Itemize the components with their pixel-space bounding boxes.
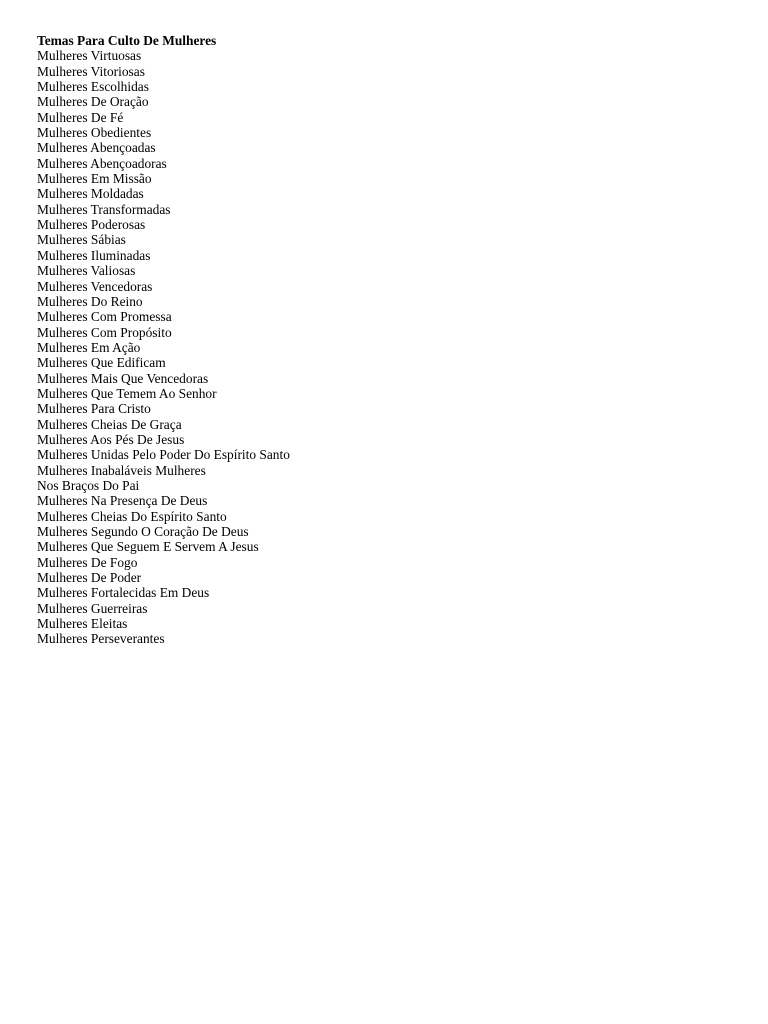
list-item: Mulheres Que Seguem E Servem A Jesus xyxy=(37,539,259,555)
list-item: Mulheres Escolhidas xyxy=(37,79,149,95)
list-item: Mulheres Com Promessa xyxy=(37,309,172,325)
list-item: Mulheres Vencedoras xyxy=(37,278,153,294)
document-page xyxy=(37,33,737,647)
list-item: Mulheres Que Edificam xyxy=(37,355,166,371)
list-item: Mulheres Guerreiras xyxy=(37,600,148,616)
list-item: Mulheres Cheias De Graça xyxy=(37,416,182,432)
list-item: Mulheres Virtuosas xyxy=(37,48,142,64)
list-item: Mulheres Vitoriosas xyxy=(37,63,145,79)
list-item: Mulheres De Fé xyxy=(37,109,124,125)
list-item: Mulheres Aos Pés De Jesus xyxy=(37,431,185,447)
list-item: Mulheres Moldadas xyxy=(37,186,144,202)
theme-list xyxy=(37,48,737,646)
list-item: Mulheres Para Cristo xyxy=(37,401,151,417)
list-item: Mulheres Em Missão xyxy=(37,171,152,187)
list-item: Mulheres Do Reino xyxy=(37,293,143,309)
list-item: Mulheres Mais Que Vencedoras xyxy=(37,370,209,386)
list-item: Mulheres De Poder xyxy=(37,570,142,586)
list-item: Mulheres Valiosas xyxy=(37,263,136,279)
list-item: Mulheres Unidas Pelo Poder Do Espírito Santo xyxy=(37,447,290,463)
list-item: Mulheres Perseverantes xyxy=(37,631,165,647)
list-item: Mulheres Abençoadoras xyxy=(37,155,167,171)
list-item: Mulheres Obedientes xyxy=(37,125,152,141)
list-item: Mulheres Transformadas xyxy=(37,201,171,217)
list-item: Mulheres Segundo O Coração De Deus xyxy=(37,524,249,539)
document-title: Temas Para Culto De Mulheres xyxy=(37,33,217,48)
list-item: Mulheres Poderosas xyxy=(37,217,146,233)
list-item: Mulheres Eleitas xyxy=(37,616,128,632)
list-item: Mulheres Cheias Do Espírito Santo xyxy=(37,508,227,524)
list-item: Mulheres Que Temem Ao Senhor xyxy=(37,385,217,401)
list-item: Mulheres Sábias xyxy=(37,232,126,248)
list-item: Nos Braços Do Pai xyxy=(37,477,140,493)
list-item: Mulheres De Oração xyxy=(37,94,149,110)
list-item: Mulheres Abençoadas xyxy=(37,140,156,156)
list-item: Mulheres Em Ação xyxy=(37,339,141,355)
list-item: Mulheres De Fogo xyxy=(37,554,138,570)
list-item: Mulheres Iluminadas xyxy=(37,247,151,263)
list-item: Mulheres Fortalecidas Em Deus xyxy=(37,585,210,601)
list-item: Mulheres Na Presença De Deus xyxy=(37,493,208,509)
list-item: Mulheres Inabaláveis Mulheres xyxy=(37,462,206,478)
list-item: Mulheres Com Propósito xyxy=(37,324,172,340)
